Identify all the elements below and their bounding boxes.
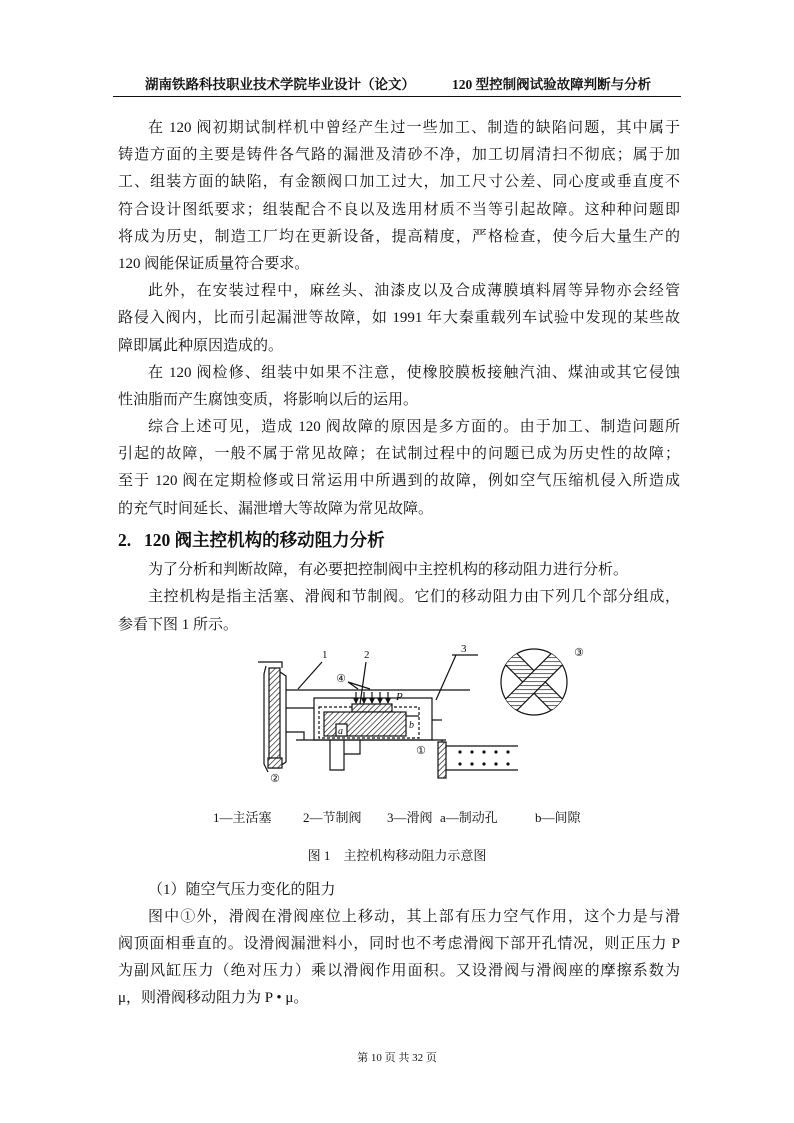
text-line: 符合设计图纸要求；组装配合不良以及选用材质不当等引起故障。这种种问题即 xyxy=(118,201,680,218)
label-piston: 1 xyxy=(322,649,328,661)
seat-port xyxy=(330,740,344,770)
legend-item: 3—滑阀 xyxy=(387,810,433,825)
text-line: 此外，在安装过程中，麻丝头、油漆皮以及合成薄膜填料屑等异物亦会经管 xyxy=(148,283,680,300)
section-title: 120 阀主控机构的移动阻力分析 xyxy=(144,530,385,550)
spring-dot xyxy=(470,750,473,753)
running-header-title: 120 型控制阀试验故障判断与分析 xyxy=(452,77,652,92)
header-rule xyxy=(113,96,681,97)
text-line: 阀顶面相垂直的。设滑阀漏泄料小，同时也不考虑滑阀下部开孔情况，则正压力 P xyxy=(118,936,680,952)
running-header-school: 湖南铁路科技职业技术学院毕业设计（论文） xyxy=(145,77,415,92)
section-text-block xyxy=(118,557,680,639)
text-line: 将成为历史，制造工厂均在更新设备，提高精度，严格检查，使今后大量生产的 xyxy=(118,228,680,245)
text-line: 在 120 阀初期试制样机中曾经产生过一些加工、制造的缺陷问题，其中属于 xyxy=(148,120,680,136)
piston-outer-rim xyxy=(264,666,268,772)
spring-dot xyxy=(494,750,497,753)
spring-dot xyxy=(494,762,497,765)
text-line: μ，则滑阀移动阻力为 P • μ。 xyxy=(118,990,309,1006)
spring-stop-plate xyxy=(438,742,446,778)
main-control-mechanism-diagram xyxy=(256,642,596,794)
label-pressure: P xyxy=(396,691,403,703)
legend-item: b—间隙 xyxy=(535,810,581,825)
text-line: 主控机构是指主活塞、滑阀和节制阀。它们的移动阻力由下列几个部分组成， xyxy=(148,589,680,606)
leader-3 xyxy=(436,655,478,700)
piston-bottom-block xyxy=(268,758,282,768)
subsection-text-block xyxy=(118,877,680,1012)
paragraph xyxy=(118,414,680,523)
text-line: 为了分析和判断故障，有必要把控制阀中主控机构的移动阻力进行分析。 xyxy=(148,562,629,578)
cylinder-top-wall xyxy=(258,662,282,668)
spring-dot xyxy=(458,762,461,765)
label-brake-hole: a xyxy=(338,726,343,737)
text-line: 综合上述可见，造成 120 阀故障的原因是多方面的。由于加工、制造问题所 xyxy=(148,419,680,436)
paragraph xyxy=(118,584,680,639)
label-point-2: ② xyxy=(270,772,280,785)
text-line: 为副风缸压力（绝对压力）乘以滑阀作用面积。又设滑阀与滑阀座的摩擦系数为 xyxy=(118,963,680,979)
section-number: 2. xyxy=(118,530,132,550)
legend-item: 1—主活塞 xyxy=(213,810,272,825)
paragraph xyxy=(118,115,680,278)
label-graduating-valve: 2 xyxy=(364,649,370,661)
graduating-valve xyxy=(352,704,392,712)
spring-dot xyxy=(458,750,461,753)
text-line: 120 阀能保证质量符合要求。 xyxy=(118,255,310,272)
label-point-3: ③ xyxy=(574,646,584,659)
label-point-4: ④ xyxy=(336,672,346,685)
piston-rod-bottom-line xyxy=(286,732,304,740)
legend-item: a—制动孔 xyxy=(440,810,498,825)
point-4-pointer xyxy=(348,682,370,689)
text-line: 的充气时间延长、漏泄增大等故障为常见故障。 xyxy=(118,500,434,517)
text-line: 障即属此种原因造成的。 xyxy=(118,337,284,354)
spring-dot xyxy=(506,750,509,753)
page-number: 第 10 页 共 32 页 xyxy=(357,1052,437,1064)
main-piston-plate xyxy=(269,668,280,768)
spring-dot xyxy=(482,750,485,753)
leader-1 xyxy=(298,662,322,689)
spring-dot xyxy=(506,762,509,765)
text-line: 工、组装方面的缺陷，有金额阀口加工过大，加工尺寸公差、同心度或垂直度不 xyxy=(118,174,680,191)
text-line: 铸造方面的主要是铸件各气路的漏泄及清砂不净，加工切屑清扫不彻底；属于加 xyxy=(118,147,680,164)
text-line: 参看下图 1 所示。 xyxy=(118,616,239,633)
piston-hub xyxy=(280,672,286,766)
text-line: 图中①外，滑阀在滑阀座位上移动，其上部有压力空气作用，这个力是与滑 xyxy=(148,909,680,925)
label-slide-valve: 3 xyxy=(461,643,467,655)
legend-item: 2—节制阀 xyxy=(303,810,362,825)
section-heading xyxy=(118,528,385,552)
paragraph xyxy=(118,360,680,414)
figure-caption: 图 1 主控机构移动阻力示意图 xyxy=(307,848,487,863)
paragraph xyxy=(118,877,680,904)
cross-section-hatch xyxy=(486,642,582,730)
seat-passage xyxy=(344,740,360,754)
paragraph xyxy=(118,904,680,1012)
text-line: （1）随空气压力变化的阻力 xyxy=(148,882,336,898)
text-line: 在 120 阀检修、组装中如果不注意，使橡胶膜板接触汽油、煤油或其它侵蚀 xyxy=(148,364,680,381)
paragraph xyxy=(118,557,680,584)
paragraph xyxy=(118,278,680,360)
text-line: 路侵入阀内，比而引起漏泄等故障，如 1991 年大秦重载列车试验中发现的某些故 xyxy=(118,310,680,327)
text-line: 至于 120 阀在定期检修或日常运用中所遇到的故障，例如空气压缩机侵入所造成 xyxy=(118,473,680,490)
text-line: 性油脂而产生腐蚀变质，将影响以后的运用。 xyxy=(118,391,419,408)
spring-dot xyxy=(470,762,473,765)
text-line: 引起的故障，一般不属于常见故障；在试制过程中的问题已成为历史性的故障； xyxy=(118,446,680,463)
label-point-1: ① xyxy=(416,744,426,757)
intro-text-block xyxy=(118,115,680,523)
spring-dot xyxy=(482,762,485,765)
label-gap: b xyxy=(409,720,414,731)
